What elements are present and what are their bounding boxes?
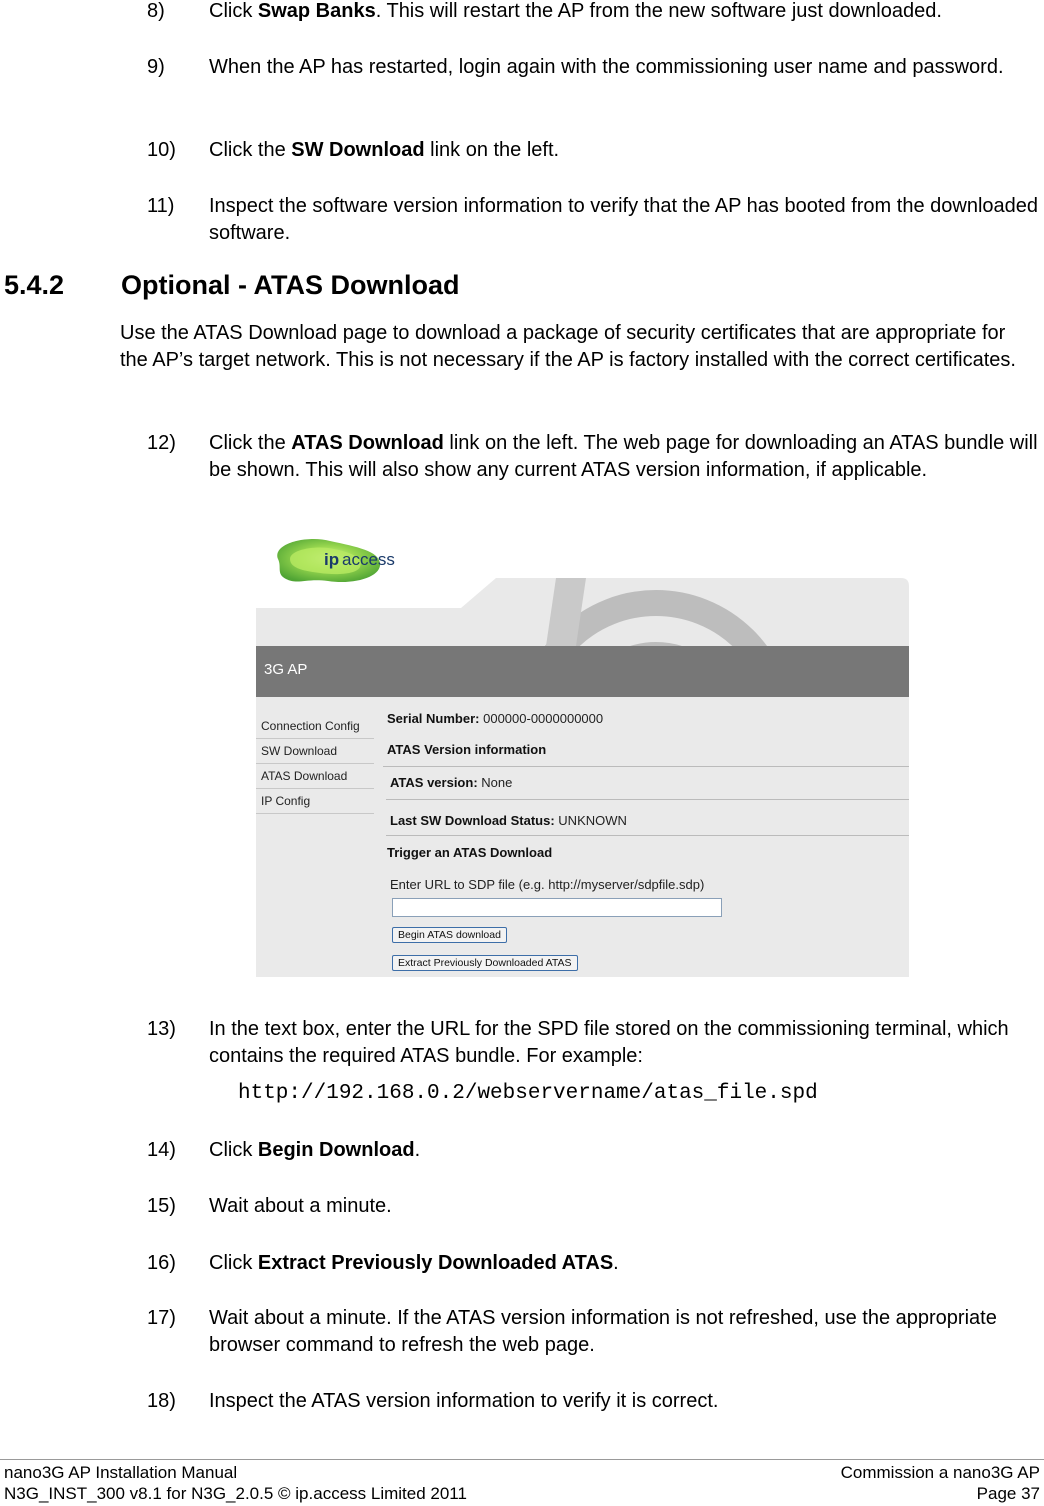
step-bold-text: SW Download	[291, 139, 425, 161]
divider	[383, 766, 909, 767]
footer-doc-id: N3G_INST_300 v8.1 for N3G_2.0.5 © ip.access Limited 2011	[4, 1484, 467, 1503]
step-text: Click the	[209, 432, 292, 454]
nav-item-sw-download[interactable]: SW Download	[256, 739, 374, 764]
step-text: link on the left.	[424, 139, 560, 161]
footer-manual-title: nano3G AP Installation Manual	[4, 1463, 238, 1482]
step-bold-text: Extract Previously Downloaded ATAS	[257, 1252, 614, 1274]
nav-item-ip-config[interactable]: IP Config	[256, 789, 374, 814]
step-number: 12)	[147, 432, 176, 454]
step-number: 14)	[147, 1139, 176, 1161]
extract-atas-button[interactable]: Extract Previously Downloaded ATAS	[392, 955, 578, 971]
step-text: .	[613, 1252, 619, 1274]
step-text: Inspect the ATAS version information to verify it is correct.	[209, 1390, 719, 1412]
step-number: 16)	[147, 1252, 176, 1274]
step-number: 15)	[147, 1195, 176, 1217]
step-text: Click	[209, 1252, 258, 1274]
step-text: link on the left. The web page for downloading an ATAS bundle will be shown. This will also show any current ATAS version information, if applicable.	[209, 432, 1038, 481]
url-prompt: Enter URL to SDP file (e.g. http://myserver/sdpfile.sdp)	[390, 877, 705, 892]
section-title: Optional - ATAS Download	[121, 270, 460, 300]
ap-web-ui-screenshot	[256, 530, 909, 977]
step-number: 13)	[147, 1018, 176, 1040]
step-text: Inspect the software version information to verify that the AP has booted from the downloaded software.	[209, 195, 1039, 244]
step-number: 10)	[147, 139, 176, 161]
intro-paragraph: Use the ATAS Download page to download a package of security certificates that are appropriate for the AP’s target network. This is not necessary if the AP is factory installed with the correct certificates.	[120, 322, 1016, 371]
serial-label: Serial Number:	[387, 711, 480, 726]
example-url: http://192.168.0.2/webservername/atas_file.spd	[238, 1082, 818, 1105]
step-text: Click	[209, 1139, 258, 1161]
nav-item-atas-download[interactable]: ATAS Download	[256, 764, 374, 789]
divider	[386, 799, 909, 800]
sdp-url-input[interactable]	[392, 898, 722, 917]
footer-chapter: Commission a nano3G AP	[840, 1463, 1040, 1482]
step-text: Wait about a minute. If the ATAS version information is not refreshed, use the appropriate browser command to refresh the web page.	[209, 1307, 997, 1356]
title-bar-text: 3G AP	[264, 661, 308, 678]
step-text: Click	[209, 0, 258, 22]
step-number: 8)	[147, 0, 165, 22]
step-bold-text: Begin Download	[257, 1139, 415, 1161]
last-status-value: UNKNOWN	[558, 813, 627, 828]
divider	[386, 835, 909, 836]
header-graphic	[256, 578, 909, 646]
content-area	[256, 697, 909, 977]
left-nav	[256, 714, 374, 814]
step-number: 11)	[147, 195, 175, 217]
step-text: . This will restart the AP from the new software just downloaded.	[375, 0, 942, 22]
step-text: Click the	[209, 139, 292, 161]
version-heading: ATAS Version information	[387, 742, 547, 757]
step-bold-text: ATAS Download	[291, 432, 444, 454]
footer-rule	[0, 1459, 1044, 1460]
last-status-label: Last SW Download Status:	[390, 813, 555, 828]
step-text: In the text box, enter the URL for the SPD file stored on the commissioning terminal, which contains the required ATAS bundle. For example:	[209, 1018, 1009, 1067]
atas-version-value: None	[481, 775, 513, 790]
trigger-heading: Trigger an ATAS Download	[387, 845, 553, 860]
step-text: .	[414, 1139, 421, 1161]
step-number: 17)	[147, 1307, 176, 1329]
nav-item-connection-config[interactable]: Connection Config	[256, 714, 374, 739]
logo-text-ip: ip	[324, 550, 340, 569]
logo-text-access: access	[342, 550, 395, 569]
step-bold-text: Swap Banks	[257, 0, 376, 22]
footer-page-number: Page 37	[976, 1484, 1040, 1503]
last-status-row	[390, 813, 627, 828]
step-text: Wait about a minute.	[209, 1195, 392, 1217]
begin-atas-download-button[interactable]: Begin ATAS download	[392, 927, 507, 943]
serial-value: 000000-0000000000	[483, 711, 604, 726]
title-bar	[256, 646, 909, 697]
serial-number-row	[387, 711, 603, 726]
section-number: 5.4.2	[4, 270, 65, 300]
atas-version-row	[390, 775, 512, 790]
atas-version-label: ATAS version:	[390, 775, 478, 790]
step-text: When the AP has restarted, login again with the commissioning user name and password.	[209, 56, 1004, 78]
step-number: 9)	[147, 56, 165, 78]
step-number: 18)	[147, 1390, 176, 1412]
